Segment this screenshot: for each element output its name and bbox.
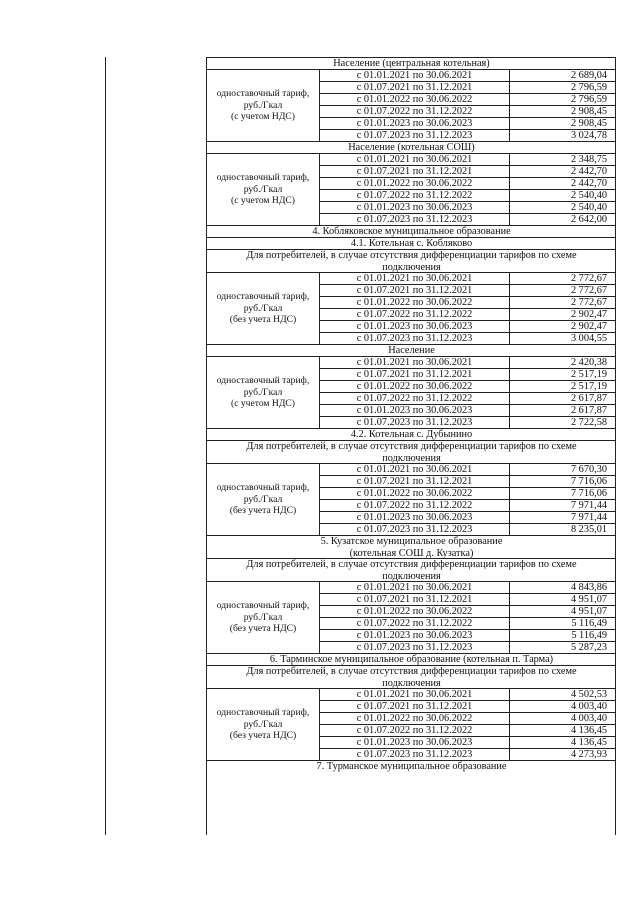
period-cell: с 01.01.2022 по 30.06.2022 (319, 380, 509, 392)
value-cell: 2 517,19 (509, 368, 616, 380)
table-row (207, 724, 616, 736)
period-cell: с 01.07.2022 по 31.12.2022 (319, 308, 509, 320)
value-cell: 5 116,49 (509, 629, 616, 641)
period-cell: с 01.07.2021 по 31.12.2021 (319, 368, 509, 380)
value-cell: 7 670,30 (509, 463, 616, 475)
value-cell: 2 689,04 (509, 69, 616, 81)
table-row (207, 700, 616, 712)
table-row (207, 105, 616, 117)
period-cell: с 01.07.2022 по 31.12.2022 (319, 724, 509, 736)
label-line: руб./Гкал (243, 99, 283, 111)
label-line: одноставочный тариф, (216, 291, 310, 303)
period-cell: с 01.07.2021 по 31.12.2021 (319, 475, 509, 487)
section-header: Население (центральная котельная) (207, 57, 616, 69)
value-cell: 2 796,59 (509, 81, 616, 93)
value-cell: 2 902,47 (509, 320, 616, 332)
period-cell: с 01.01.2022 по 30.06.2022 (319, 93, 509, 105)
period-cell: с 01.07.2022 по 31.12.2022 (319, 617, 509, 629)
table-row (207, 272, 616, 284)
condition-line: подключения (382, 570, 441, 582)
label-line: (без учета НДС) (229, 623, 297, 635)
label-line: (без учета НДС) (229, 505, 297, 517)
condition-line: подключения (382, 677, 441, 689)
value-cell: 4 003,40 (509, 712, 616, 724)
municipality-title: 6. Тарминское муниципальное образование (котельная п. Тарма) (207, 653, 616, 665)
table-row (207, 617, 616, 629)
consumer-condition (207, 440, 616, 463)
table-row (207, 93, 616, 105)
table-row (207, 153, 616, 165)
label-line: руб./Гкал (243, 718, 283, 730)
period-cell: с 01.01.2023 по 30.06.2023 (319, 201, 509, 213)
value-cell: 2 517,19 (509, 380, 616, 392)
table-row (207, 593, 616, 605)
consumer-condition (207, 558, 616, 581)
table-row (207, 201, 616, 213)
value-cell: 2 908,45 (509, 105, 616, 117)
table-row (207, 416, 616, 428)
table-row (207, 177, 616, 189)
value-cell: 2 442,70 (509, 177, 616, 189)
value-cell: 2 420,38 (509, 356, 616, 368)
table-row (207, 629, 616, 641)
period-cell: с 01.07.2022 по 31.12.2022 (319, 189, 509, 201)
value-cell: 2 796,59 (509, 93, 616, 105)
value-cell: 2 642,00 (509, 213, 616, 225)
period-cell: с 01.01.2023 по 30.06.2023 (319, 117, 509, 129)
value-cell: 7 971,44 (509, 499, 616, 511)
value-cell: 2 348,75 (509, 153, 616, 165)
value-cell: 5 287,23 (509, 641, 616, 653)
municipality-title (207, 535, 616, 558)
section-header: Население (котельная СОШ) (207, 141, 616, 153)
value-cell: 3 024,78 (509, 129, 616, 141)
label-line: руб./Гкал (243, 386, 283, 398)
table-row (207, 736, 616, 748)
period-cell: с 01.01.2021 по 30.06.2021 (319, 272, 509, 284)
consumer-condition (207, 665, 616, 688)
value-cell: 2 772,67 (509, 284, 616, 296)
consumer-condition (207, 249, 616, 272)
label-line: руб./Гкал (243, 302, 283, 314)
value-cell: 4 136,45 (509, 724, 616, 736)
period-cell: с 01.01.2021 по 30.06.2021 (319, 356, 509, 368)
label-line: (без учета НДС) (229, 730, 297, 742)
period-cell: с 01.01.2023 по 30.06.2023 (319, 629, 509, 641)
condition-line: Для потребителей, в случае отсутствия дифференциации тарифов по схеме (246, 666, 577, 677)
label-line: (с учетом НДС) (231, 398, 295, 410)
table-row (207, 129, 616, 141)
label-line: одноставочный тариф, (216, 172, 310, 184)
table-row (207, 641, 616, 653)
value-cell: 2 902,47 (509, 308, 616, 320)
table-row (207, 688, 616, 700)
period-cell: с 01.07.2023 по 31.12.2023 (319, 748, 509, 760)
value-cell: 4 843,86 (509, 581, 616, 593)
period-cell: с 01.01.2021 по 30.06.2021 (319, 688, 509, 700)
value-cell: 8 235,01 (509, 523, 616, 535)
value-cell: 7 716,06 (509, 475, 616, 487)
table-row (207, 404, 616, 416)
table-row (207, 356, 616, 368)
document-page (105, 57, 616, 835)
label-line: (без учета НДС) (229, 314, 297, 326)
label-line: одноставочный тариф, (216, 707, 310, 719)
table-row (207, 487, 616, 499)
value-cell: 2 908,45 (509, 117, 616, 129)
label-line: одноставочный тариф, (216, 600, 310, 612)
table-row (207, 69, 616, 81)
period-cell: с 01.01.2022 по 30.06.2022 (319, 177, 509, 189)
boiler-subtitle: 4.2. Котельная с. Дубынино (207, 428, 616, 440)
condition-line: подключения (382, 261, 441, 273)
period-cell: с 01.01.2021 по 30.06.2021 (319, 69, 509, 81)
period-cell: с 01.01.2021 по 30.06.2021 (319, 463, 509, 475)
period-cell: с 01.01.2021 по 30.06.2021 (319, 153, 509, 165)
municipality-title: 7. Турманское муниципальное образование (207, 760, 616, 772)
table-row (207, 499, 616, 511)
value-cell: 4 003,40 (509, 700, 616, 712)
table-row (207, 165, 616, 177)
period-cell: с 01.07.2021 по 31.12.2021 (319, 81, 509, 93)
table-row (207, 605, 616, 617)
value-cell: 4 951,07 (509, 605, 616, 617)
table-row (207, 380, 616, 392)
label-line: (с учетом НДС) (231, 111, 295, 123)
period-cell: с 01.07.2021 по 31.12.2021 (319, 284, 509, 296)
period-cell: с 01.07.2023 по 31.12.2023 (319, 416, 509, 428)
value-cell: 2 617,87 (509, 404, 616, 416)
label-line: одноставочный тариф, (216, 88, 310, 100)
title-line: (котельная СОШ д. Кузатка) (349, 547, 474, 559)
tariff-table (206, 57, 616, 835)
table-row (207, 213, 616, 225)
section-header: Население (207, 344, 616, 356)
title-line: 5. Кузатское муниципальное образование (320, 536, 503, 547)
table-row (207, 284, 616, 296)
period-cell: с 01.07.2021 по 31.12.2021 (319, 165, 509, 177)
table-row (207, 392, 616, 404)
period-cell: с 01.01.2021 по 30.06.2021 (319, 581, 509, 593)
period-cell: с 01.01.2022 по 30.06.2022 (319, 712, 509, 724)
table-row (207, 117, 616, 129)
condition-line: подключения (382, 452, 441, 464)
condition-line: Для потребителей, в случае отсутствия дифференциации тарифов по схеме (246, 250, 577, 261)
table-row (207, 189, 616, 201)
value-cell: 2 540,40 (509, 189, 616, 201)
value-cell: 7 971,44 (509, 511, 616, 523)
value-cell: 2 540,40 (509, 201, 616, 213)
value-cell: 2 772,67 (509, 296, 616, 308)
label-line: одноставочный тариф, (216, 482, 310, 494)
value-cell: 4 273,93 (509, 748, 616, 760)
period-cell: с 01.07.2022 по 31.12.2022 (319, 499, 509, 511)
value-cell: 4 136,45 (509, 736, 616, 748)
period-cell: с 01.07.2023 по 31.12.2023 (319, 213, 509, 225)
table-row (207, 475, 616, 487)
period-cell: с 01.07.2021 по 31.12.2021 (319, 700, 509, 712)
table-row (207, 320, 616, 332)
period-cell: с 01.01.2023 по 30.06.2023 (319, 404, 509, 416)
table-row (207, 81, 616, 93)
boiler-subtitle: 4.1. Котельная с. Кобляково (207, 237, 616, 249)
period-cell: с 01.07.2022 по 31.12.2022 (319, 105, 509, 117)
value-cell: 2 442,70 (509, 165, 616, 177)
condition-line: Для потребителей, в случае отсутствия дифференциации тарифов по схеме (246, 441, 577, 452)
table-row (207, 523, 616, 535)
table-row (207, 511, 616, 523)
period-cell: с 01.07.2023 по 31.12.2023 (319, 332, 509, 344)
value-cell: 2 722,58 (509, 416, 616, 428)
label-line: (с учетом НДС) (231, 195, 295, 207)
label-line: руб./Гкал (243, 611, 283, 623)
period-cell: с 01.07.2023 по 31.12.2023 (319, 523, 509, 535)
table-row (207, 581, 616, 593)
period-cell: с 01.07.2022 по 31.12.2022 (319, 392, 509, 404)
value-cell: 7 716,06 (509, 487, 616, 499)
period-cell: с 01.01.2022 по 30.06.2022 (319, 605, 509, 617)
value-cell: 4 502,53 (509, 688, 616, 700)
municipality-title: 4. Кобляковское муниципальное образование (207, 225, 616, 237)
table-row (207, 368, 616, 380)
table-row (207, 712, 616, 724)
period-cell: с 01.07.2021 по 31.12.2021 (319, 593, 509, 605)
value-cell: 3 004,55 (509, 332, 616, 344)
value-cell: 2 617,87 (509, 392, 616, 404)
table-row (207, 463, 616, 475)
period-cell: с 01.01.2023 по 30.06.2023 (319, 320, 509, 332)
period-cell: с 01.01.2022 по 30.06.2022 (319, 296, 509, 308)
table-row (207, 296, 616, 308)
table-row (207, 748, 616, 760)
table-row (207, 308, 616, 320)
table-row (207, 332, 616, 344)
period-cell: с 01.01.2023 по 30.06.2023 (319, 511, 509, 523)
label-line: руб./Гкал (243, 183, 283, 195)
period-cell: с 01.01.2023 по 30.06.2023 (319, 736, 509, 748)
label-line: одноставочный тариф, (216, 375, 310, 387)
label-line: руб./Гкал (243, 493, 283, 505)
value-cell: 5 116,49 (509, 617, 616, 629)
condition-line: Для потребителей, в случае отсутствия дифференциации тарифов по схеме (246, 559, 577, 570)
value-cell: 4 951,07 (509, 593, 616, 605)
period-cell: с 01.01.2022 по 30.06.2022 (319, 487, 509, 499)
value-cell: 2 772,67 (509, 272, 616, 284)
period-cell: с 01.07.2023 по 31.12.2023 (319, 129, 509, 141)
period-cell: с 01.07.2023 по 31.12.2023 (319, 641, 509, 653)
